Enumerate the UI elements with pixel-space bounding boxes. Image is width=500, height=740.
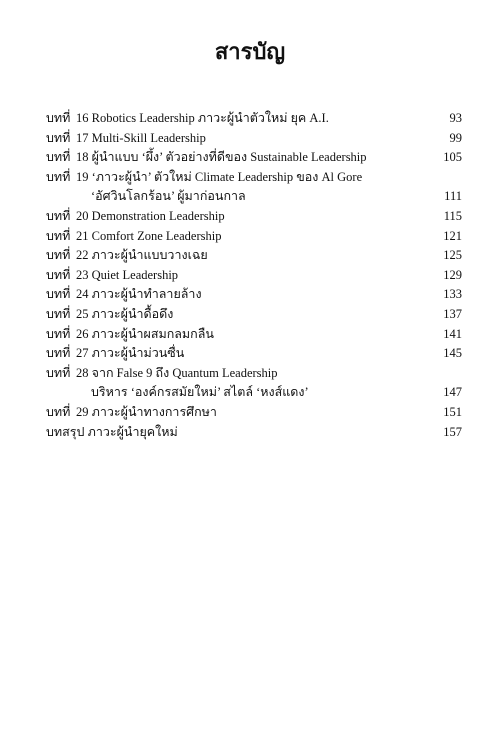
chapter-prefix: บทที่ (46, 150, 71, 165)
toc-entry (46, 266, 462, 286)
toc-entry-summary (46, 423, 462, 443)
chapter-prefix: บทที่ (46, 346, 71, 361)
chapter-prefix: บทที่ (46, 111, 71, 125)
chapter-prefix: บทที่ (46, 267, 71, 282)
toc-entry (46, 227, 462, 247)
page-title: สารบัญ (214, 40, 286, 65)
page-number: 141 (443, 326, 462, 341)
chapter-title: 18 ผู้นำแบบ ‘ผึ้ง’ ตัวอย่างที่ดีของ Sustainable Leadership (76, 150, 367, 165)
page-number: 129 (443, 267, 462, 282)
chapter-prefix: บทที่ (46, 228, 71, 243)
chapter-title: 23 Quiet Leadership (76, 267, 179, 282)
page-number: 121 (443, 228, 462, 243)
page-number: 137 (443, 306, 462, 321)
toc-list (46, 109, 462, 442)
chapter-title: 17 Multi-Skill Leadership (76, 130, 206, 145)
chapter-title: 28 จาก False 9 ถึง Quantum Leadership (76, 365, 278, 380)
chapter-prefix: บทที่ (46, 365, 71, 380)
page-number: 145 (443, 346, 462, 361)
chapter-title-continuation: บริหาร ‘องค์กรสมัยใหม่’ สไตล์ ‘หงส์แดง’ (91, 385, 309, 400)
page-number: 105 (443, 150, 462, 165)
chapter-title: 27 ภาวะผู้นำม่วนซื่น (76, 346, 185, 361)
summary-title: บทสรุป ภาวะผู้นำยุคใหม่ (46, 424, 178, 439)
page-number: 125 (443, 248, 462, 263)
toc-entry-continuation (46, 187, 462, 207)
toc-entry (46, 364, 462, 384)
chapter-title: 21 Comfort Zone Leadership (76, 228, 222, 243)
chapter-prefix: บทที่ (46, 169, 71, 184)
toc-entry (46, 246, 462, 266)
page-number: 99 (449, 130, 462, 145)
chapter-title-continuation: ‘อัศวินโลกร้อน’ ผู้มาก่อนกาล (91, 189, 246, 204)
toc-entry (46, 148, 462, 168)
toc-entry (46, 403, 462, 423)
chapter-title: 19 ‘ภาวะผู้นำ’ ตัวใหม่ Climate Leadership ของ Al Gore (76, 169, 363, 184)
page-number: 133 (443, 287, 462, 302)
chapter-title: 24 ภาวะผู้นำทำลายล้าง (76, 287, 202, 302)
chapter-prefix: บทที่ (46, 306, 71, 321)
chapter-title: 26 ภาวะผู้นำผสมกลมกลืน (76, 326, 214, 341)
page-number: 115 (443, 208, 462, 223)
page-number: 151 (443, 404, 462, 419)
toc-entry-continuation (46, 383, 462, 403)
chapter-prefix: บทที่ (46, 248, 71, 263)
toc-entry (46, 325, 462, 345)
chapter-prefix: บทที่ (46, 404, 71, 419)
toc-entry (46, 168, 462, 188)
chapter-title: 29 ภาวะผู้นำทางการศึกษา (76, 404, 217, 419)
toc-entry (46, 129, 462, 149)
toc-entry (46, 305, 462, 325)
chapter-title: 20 Demonstration Leadership (76, 208, 225, 223)
toc-entry (46, 344, 462, 364)
page-number: 93 (449, 111, 462, 125)
chapter-prefix: บทที่ (46, 208, 71, 223)
page-number: 111 (444, 189, 462, 204)
page-number: 157 (443, 424, 462, 439)
chapter-prefix: บทที่ (46, 287, 71, 302)
toc-entry (46, 109, 462, 129)
chapter-prefix: บทที่ (46, 130, 71, 145)
toc-entry (46, 207, 462, 227)
chapter-prefix: บทที่ (46, 326, 71, 341)
chapter-title: 16 Robotics Leadership ภาวะผู้นำตัวใหม่ ยุค A.I. (76, 111, 329, 125)
page-number: 147 (443, 385, 462, 400)
toc-entry (46, 285, 462, 305)
chapter-title: 25 ภาวะผู้นำดื้อดึง (76, 306, 174, 321)
chapter-title: 22 ภาวะผู้นำแบบวางเฉย (76, 248, 208, 263)
